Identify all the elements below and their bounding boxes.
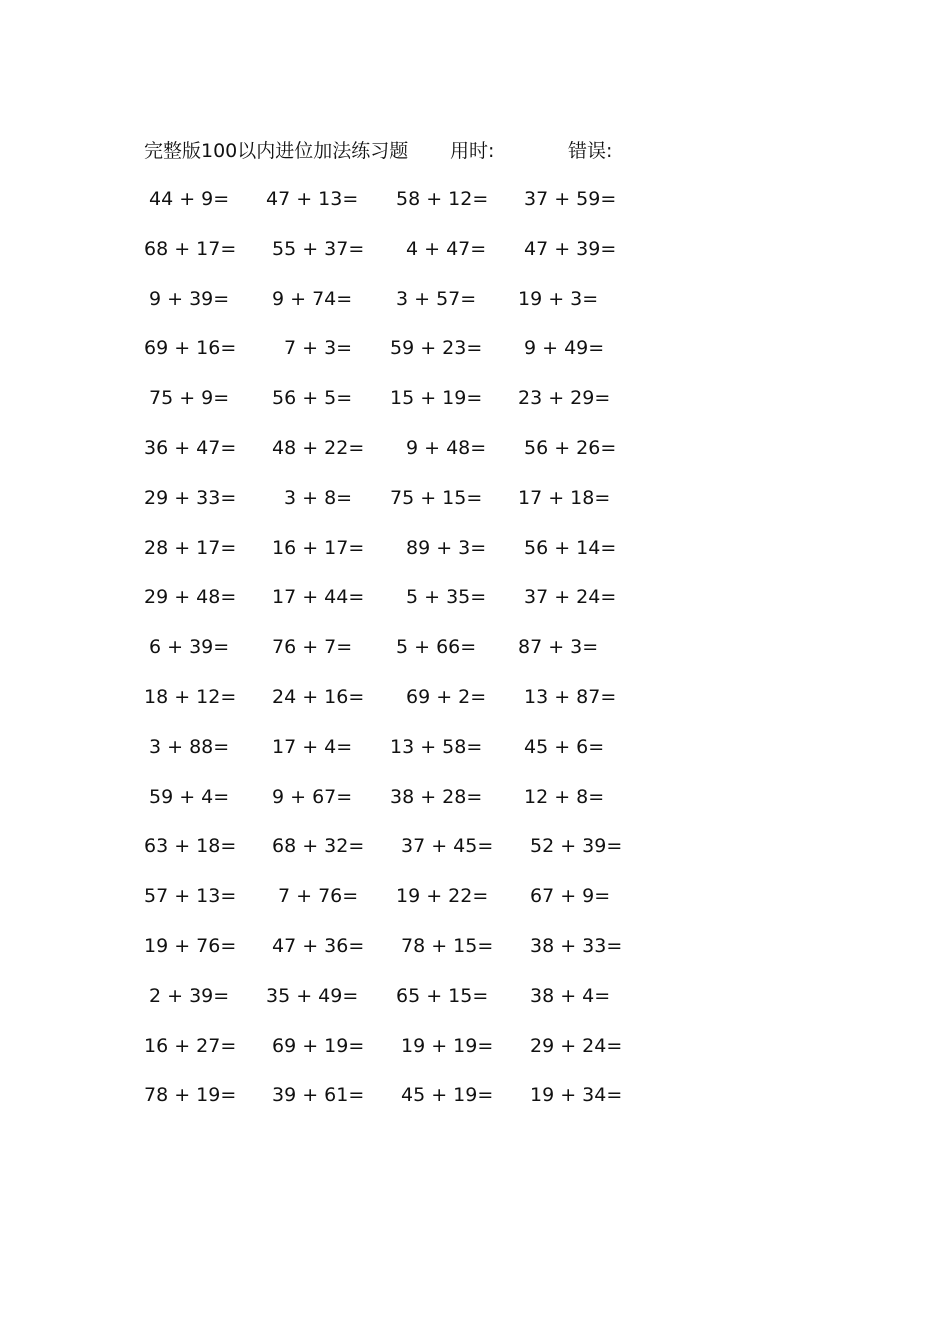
addition-problem: 78 + 15= [401, 934, 494, 957]
problem-row [0, 732, 950, 782]
addition-problem: 19 + 22= [396, 885, 489, 908]
addition-problem: 37 + 59= [524, 188, 617, 210]
addition-problem: 75 + 15= [390, 486, 483, 509]
addition-problem: 9 + 67= [272, 785, 353, 808]
addition-problem: 9 + 48= [406, 436, 487, 459]
addition-problem: 6 + 39= [149, 636, 230, 659]
addition-problem: 13 + 58= [390, 735, 483, 758]
addition-problem: 58 + 12= [396, 188, 489, 210]
addition-problem: 65 + 15= [396, 984, 489, 1007]
addition-problem: 63 + 18= [144, 835, 237, 858]
addition-problem: 3 + 8= [284, 486, 353, 509]
addition-problem: 37 + 45= [401, 835, 494, 858]
addition-problem: 4 + 47= [406, 237, 487, 260]
addition-problem: 57 + 13= [144, 885, 237, 908]
addition-problem: 36 + 47= [144, 436, 237, 459]
problem-row [0, 981, 950, 1031]
addition-problem: 13 + 87= [524, 685, 617, 708]
addition-problem: 69 + 19= [272, 1034, 365, 1057]
addition-problem: 75 + 9= [149, 387, 230, 410]
worksheet-title: 完整版100以内进位加法练习题 [144, 140, 409, 162]
addition-problem: 28 + 17= [144, 536, 237, 559]
addition-problem: 5 + 66= [396, 636, 477, 659]
addition-problem: 29 + 48= [144, 586, 237, 609]
addition-problem: 7 + 3= [284, 337, 353, 360]
addition-problem: 29 + 24= [530, 1034, 623, 1057]
addition-problem: 17 + 18= [518, 486, 611, 509]
problem-row [0, 782, 950, 832]
addition-problem: 17 + 4= [272, 735, 353, 758]
addition-problem: 37 + 24= [524, 586, 617, 609]
addition-problem: 17 + 44= [272, 586, 365, 609]
addition-problem: 9 + 49= [524, 337, 605, 360]
addition-problem: 38 + 28= [390, 785, 483, 808]
addition-problem: 9 + 39= [149, 287, 230, 310]
addition-problem: 78 + 19= [144, 1084, 237, 1107]
addition-problem: 3 + 57= [396, 287, 477, 310]
addition-problem: 19 + 3= [518, 287, 599, 310]
addition-problem: 16 + 17= [272, 536, 365, 559]
addition-problem: 52 + 39= [530, 835, 623, 858]
problem-row [0, 383, 950, 433]
problem-row [0, 632, 950, 682]
addition-problem: 12 + 8= [524, 785, 605, 808]
time-used-label: 用时: [450, 140, 495, 162]
addition-problem: 59 + 23= [390, 337, 483, 360]
addition-problem: 69 + 16= [144, 337, 237, 360]
addition-problem: 47 + 36= [272, 934, 365, 957]
problem-row [0, 284, 950, 334]
problem-row [0, 483, 950, 533]
addition-problem: 2 + 39= [149, 984, 230, 1007]
addition-problem: 56 + 5= [272, 387, 353, 410]
addition-problem: 47 + 39= [524, 237, 617, 260]
addition-problem: 19 + 34= [530, 1084, 623, 1107]
problem-grid [0, 184, 950, 1130]
problem-row [0, 234, 950, 284]
problem-row [0, 1080, 950, 1130]
addition-problem: 38 + 33= [530, 934, 623, 957]
addition-problem: 35 + 49= [266, 984, 359, 1007]
addition-problem: 15 + 19= [390, 387, 483, 410]
addition-problem: 56 + 26= [524, 436, 617, 459]
addition-problem: 29 + 33= [144, 486, 237, 509]
addition-problem: 56 + 14= [524, 536, 617, 559]
addition-problem: 45 + 19= [401, 1084, 494, 1107]
problem-row [0, 333, 950, 383]
addition-problem: 45 + 6= [524, 735, 605, 758]
problem-row [0, 433, 950, 483]
addition-problem: 48 + 22= [272, 436, 365, 459]
addition-problem: 5 + 35= [406, 586, 487, 609]
addition-problem: 9 + 74= [272, 287, 353, 310]
error-count-label: 错误: [568, 140, 613, 162]
problem-row [0, 582, 950, 632]
addition-problem: 69 + 2= [406, 685, 487, 708]
problem-row [0, 533, 950, 583]
problem-row [0, 881, 950, 931]
problem-row [0, 831, 950, 881]
addition-problem: 24 + 16= [272, 685, 365, 708]
problem-row [0, 1031, 950, 1081]
addition-problem: 7 + 76= [278, 885, 359, 908]
addition-problem: 3 + 88= [149, 735, 230, 758]
addition-problem: 89 + 3= [406, 536, 487, 559]
addition-problem: 18 + 12= [144, 685, 237, 708]
addition-problem: 55 + 37= [272, 237, 365, 260]
addition-problem: 19 + 76= [144, 934, 237, 957]
addition-problem: 44 + 9= [149, 188, 230, 210]
addition-problem: 47 + 13= [266, 188, 359, 210]
addition-problem: 59 + 4= [149, 785, 230, 808]
problem-row [0, 931, 950, 981]
addition-problem: 87 + 3= [518, 636, 599, 659]
addition-problem: 67 + 9= [530, 885, 611, 908]
addition-problem: 38 + 4= [530, 984, 611, 1007]
addition-problem: 19 + 19= [401, 1034, 494, 1057]
problem-row [0, 184, 950, 234]
addition-problem: 16 + 27= [144, 1034, 237, 1057]
addition-problem: 68 + 32= [272, 835, 365, 858]
addition-problem: 76 + 7= [272, 636, 353, 659]
addition-problem: 39 + 61= [272, 1084, 365, 1107]
addition-problem: 23 + 29= [518, 387, 611, 410]
problem-row [0, 682, 950, 732]
addition-problem: 68 + 17= [144, 237, 237, 260]
